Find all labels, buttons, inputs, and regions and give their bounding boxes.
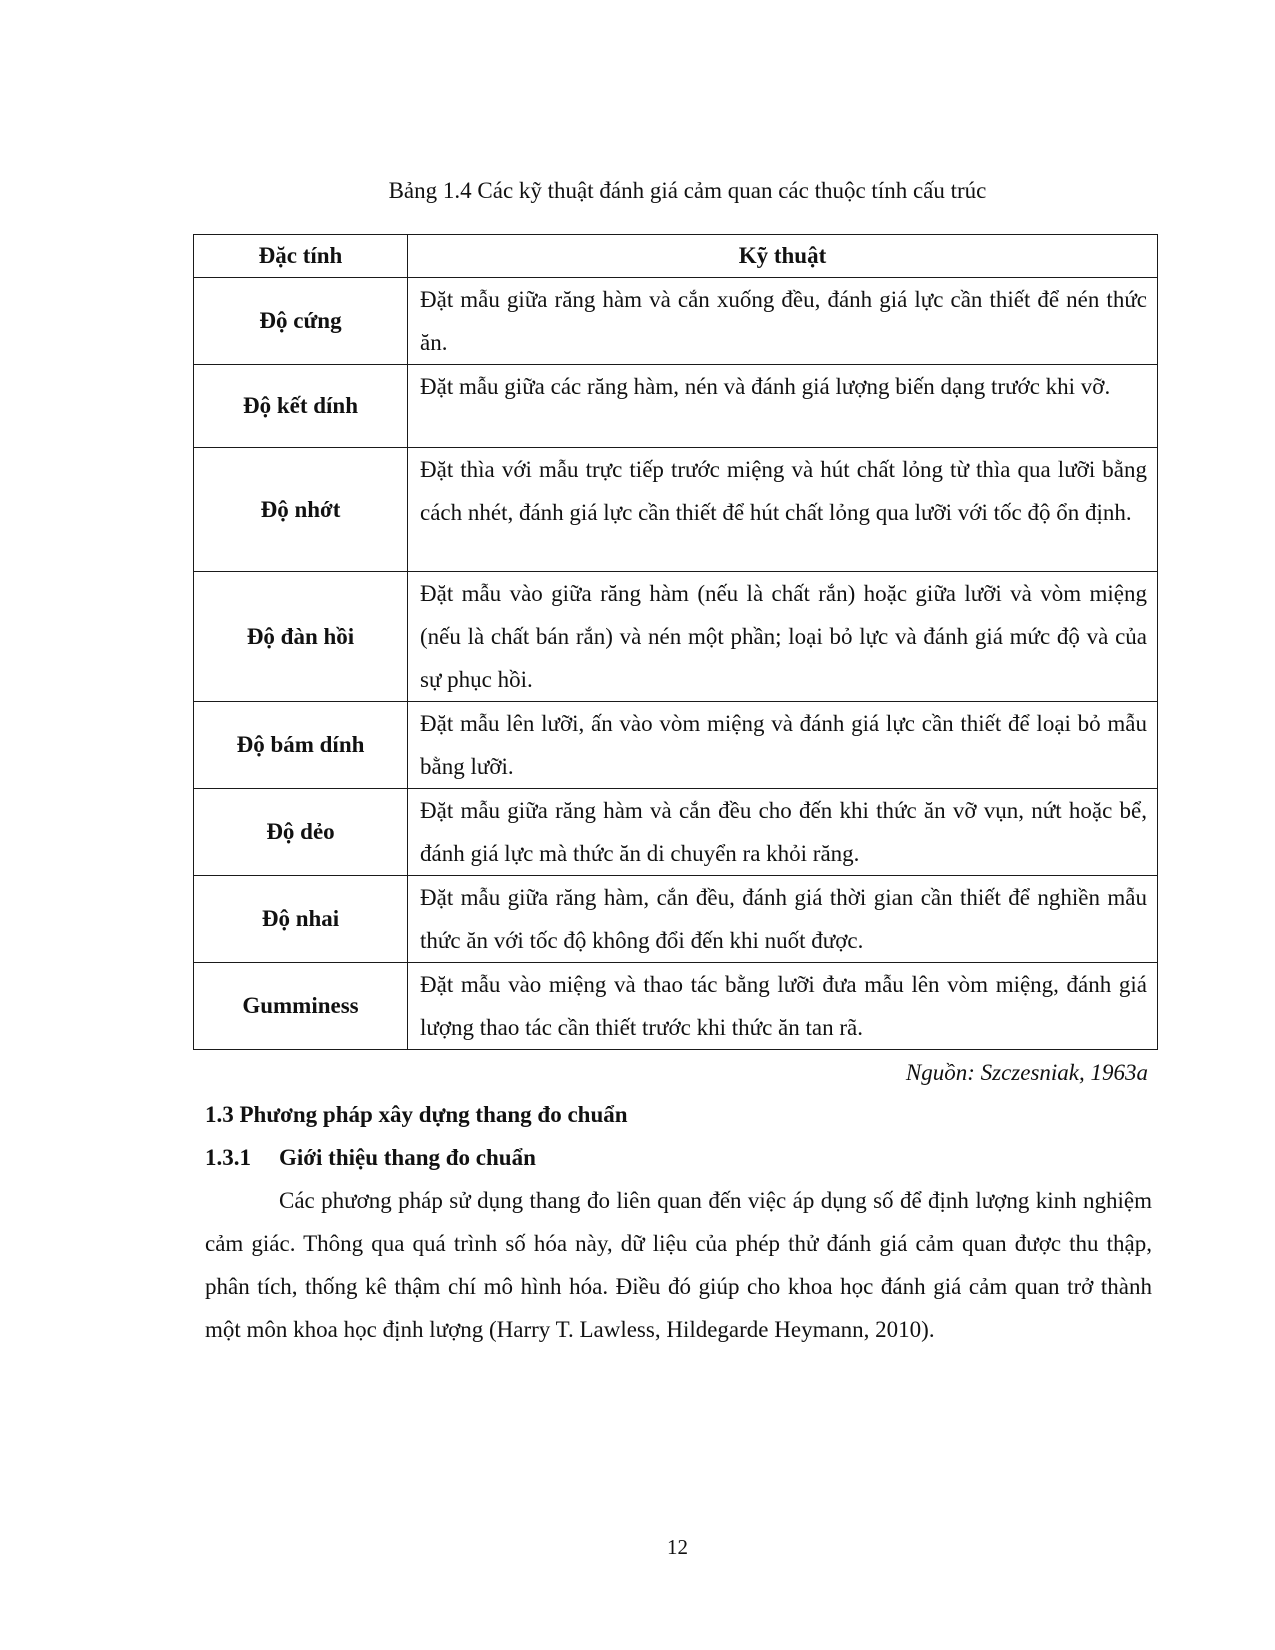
- table-row: [194, 789, 1158, 876]
- technique-cell: Đặt mẫu giữa răng hàm, cắn đều, đánh giá thời gian cần thiết để nghiền mẫu thức ăn với tốc độ không đổi đến khi nuốt được.: [408, 876, 1158, 963]
- property-cell: Độ dẻo: [194, 789, 408, 876]
- table-header-row: [194, 235, 1158, 278]
- table-row: [194, 963, 1158, 1050]
- table-row: [194, 572, 1158, 702]
- property-cell: Độ đàn hồi: [194, 572, 408, 702]
- technique-cell: Đặt thìa với mẫu trực tiếp trước miệng và hút chất lỏng từ thìa qua lưỡi bằng cách nhét, đánh giá lực cần thiết để hút chất lỏng qua lưỡi với tốc độ ổn định.: [408, 448, 1158, 572]
- table-row: [194, 448, 1158, 572]
- technique-cell: Đặt mẫu giữa răng hàm và cắn đều cho đến khi thức ăn vỡ vụn, nứt hoặc bể, đánh giá lực mà thức ăn di chuyển ra khỏi răng.: [408, 789, 1158, 876]
- table-row: [194, 876, 1158, 963]
- property-cell: Độ kết dính: [194, 365, 408, 448]
- property-cell: Độ bám dính: [194, 702, 408, 789]
- section-heading: 1.3 Phương pháp xây dựng thang đo chuẩn: [205, 1102, 628, 1127]
- property-cell: Độ nhớt: [194, 448, 408, 572]
- body-paragraph: Các phương pháp sử dụng thang đo liên quan đến việc áp dụng số để định lượng kinh nghiệm cảm giác. Thông qua quá trình số hóa này, dữ liệu của phép thử đánh giá cảm quan được thu thập, phân tích, thống kê thậm chí mô hình hóa. Điều đó giúp cho khoa học đánh giá cảm quan trở thành một môn khoa học định lượng (Harry T. Lawless, Hildegarde Heymann, 2010).: [205, 1188, 1152, 1342]
- table-row: [194, 278, 1158, 365]
- subsection-number: 1.3.1: [205, 1145, 251, 1170]
- property-cell: Độ cứng: [194, 278, 408, 365]
- table-caption: Bảng 1.4 Các kỹ thuật đánh giá cảm quan các thuộc tính cấu trúc: [388, 178, 987, 203]
- header-technique: Kỹ thuật: [408, 235, 1158, 278]
- table-row: [194, 365, 1158, 448]
- technique-cell: Đặt mẫu vào giữa răng hàm (nếu là chất rắn) hoặc giữa lưỡi và vòm miệng (nếu là chất bán rắn) và nén một phần; loại bỏ lực và đánh giá mức độ và của sự phục hồi.: [408, 572, 1158, 702]
- page-number: 12: [667, 1535, 688, 1559]
- subsection-heading: [205, 1143, 536, 1173]
- table-source: Nguồn: Szczesniak, 1963a: [905, 1060, 1148, 1085]
- technique-cell: Đặt mẫu giữa các răng hàm, nén và đánh giá lượng biến dạng trước khi vỡ.: [408, 365, 1158, 448]
- technique-cell: Đặt mẫu lên lưỡi, ấn vào vòm miệng và đánh giá lực cần thiết để loại bỏ mẫu bằng lưỡi.: [408, 702, 1158, 789]
- technique-cell: Đặt mẫu giữa răng hàm và cắn xuống đều, đánh giá lực cần thiết để nén thức ăn.: [408, 278, 1158, 365]
- texture-techniques-table: [193, 234, 1158, 1050]
- header-property: Đặc tính: [194, 235, 408, 278]
- subsection-title: Giới thiệu thang đo chuẩn: [279, 1145, 536, 1170]
- property-cell: Gumminess: [194, 963, 408, 1050]
- table-row: [194, 702, 1158, 789]
- technique-cell: Đặt mẫu vào miệng và thao tác bằng lưỡi đưa mẫu lên vòm miệng, đánh giá lượng thao tác cần thiết trước khi thức ăn tan rã.: [408, 963, 1158, 1050]
- property-cell: Độ nhai: [194, 876, 408, 963]
